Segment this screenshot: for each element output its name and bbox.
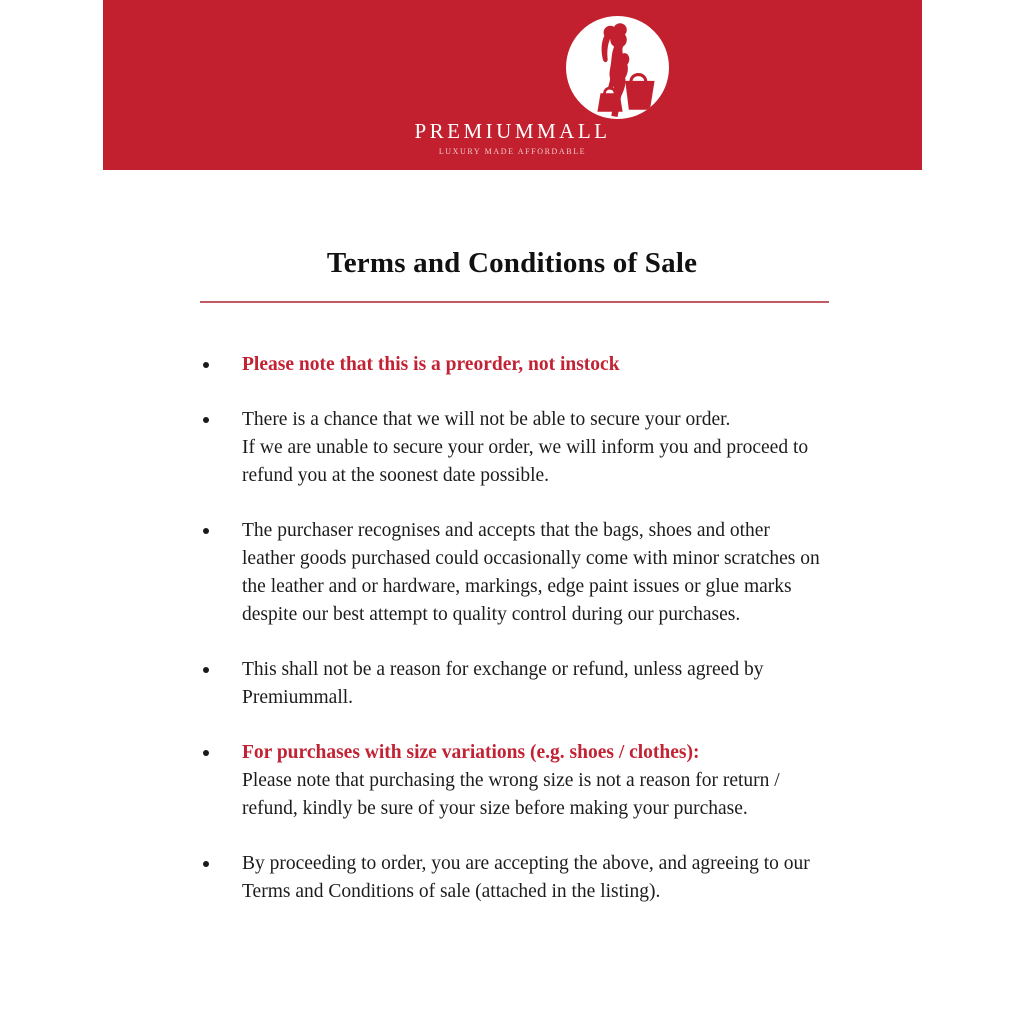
- bullet-cell: [200, 656, 242, 712]
- list-item: [200, 739, 860, 823]
- bullet-text: The purchaser recognises and accepts that the bags, shoes and other: [242, 520, 770, 541]
- bullet-text: There is a chance that we will not be able to secure your order.: [242, 409, 731, 430]
- brand-header-banner: [103, 0, 922, 170]
- bullet-text: By proceeding to order, you are accepting the above, and agreeing to our: [242, 853, 810, 874]
- list-item: [200, 406, 860, 490]
- bullet-icon: [203, 750, 209, 756]
- list-item: [200, 351, 860, 379]
- bullet-text: refund, kindly be sure of your size before making your purchase.: [242, 798, 748, 819]
- bullet-icon: [203, 362, 209, 368]
- brand-tagline: LUXURY MADE AFFORDABLE: [438, 147, 587, 156]
- bullet-cell: [200, 517, 242, 629]
- bullet-icon: [203, 417, 209, 423]
- brand-logo: [566, 16, 669, 119]
- bullet-text: Terms and Conditions of sale (attached in the listing).: [242, 881, 661, 902]
- bullet-cell: [200, 850, 242, 906]
- bullet-text: If we are unable to secure your order, we will inform you and proceed to: [242, 437, 809, 458]
- bullet-text: the leather and or hardware, markings, edge paint issues or glue marks: [242, 576, 792, 597]
- bullet-text: Premiummall.: [242, 687, 354, 708]
- bullet-icon: [203, 528, 209, 534]
- bullet-text: despite our best attempt to quality control during our purchases.: [242, 604, 741, 625]
- bullet-icon: [203, 667, 209, 673]
- bullet-text: refund you at the soonest date possible.: [242, 465, 550, 486]
- brand-name: PREMIUMMALL: [414, 119, 611, 143]
- bullet-text: Please note that this is a preorder, not instock: [242, 354, 620, 375]
- list-item: [200, 517, 860, 629]
- bullet-text: This shall not be a reason for exchange or refund, unless agreed by: [242, 659, 764, 680]
- bullet-cell: [200, 406, 242, 490]
- list-item: [200, 850, 860, 906]
- bullet-text: leather goods purchased could occasionally come with minor scratches on: [242, 548, 820, 569]
- title-divider: [200, 301, 829, 303]
- bullet-text: For purchases with size variations (e.g. shoes / clothes):: [242, 742, 700, 763]
- bullet-cell: [200, 739, 242, 823]
- bullet-text: Please note that purchasing the wrong size is not a reason for return /: [242, 770, 780, 791]
- woman-shopper-icon: [566, 16, 669, 119]
- bullet-icon: [203, 861, 209, 867]
- terms-list: [200, 351, 860, 933]
- list-item: [200, 656, 860, 712]
- bullet-cell: [200, 351, 242, 379]
- page-title: Terms and Conditions of Sale: [326, 247, 698, 279]
